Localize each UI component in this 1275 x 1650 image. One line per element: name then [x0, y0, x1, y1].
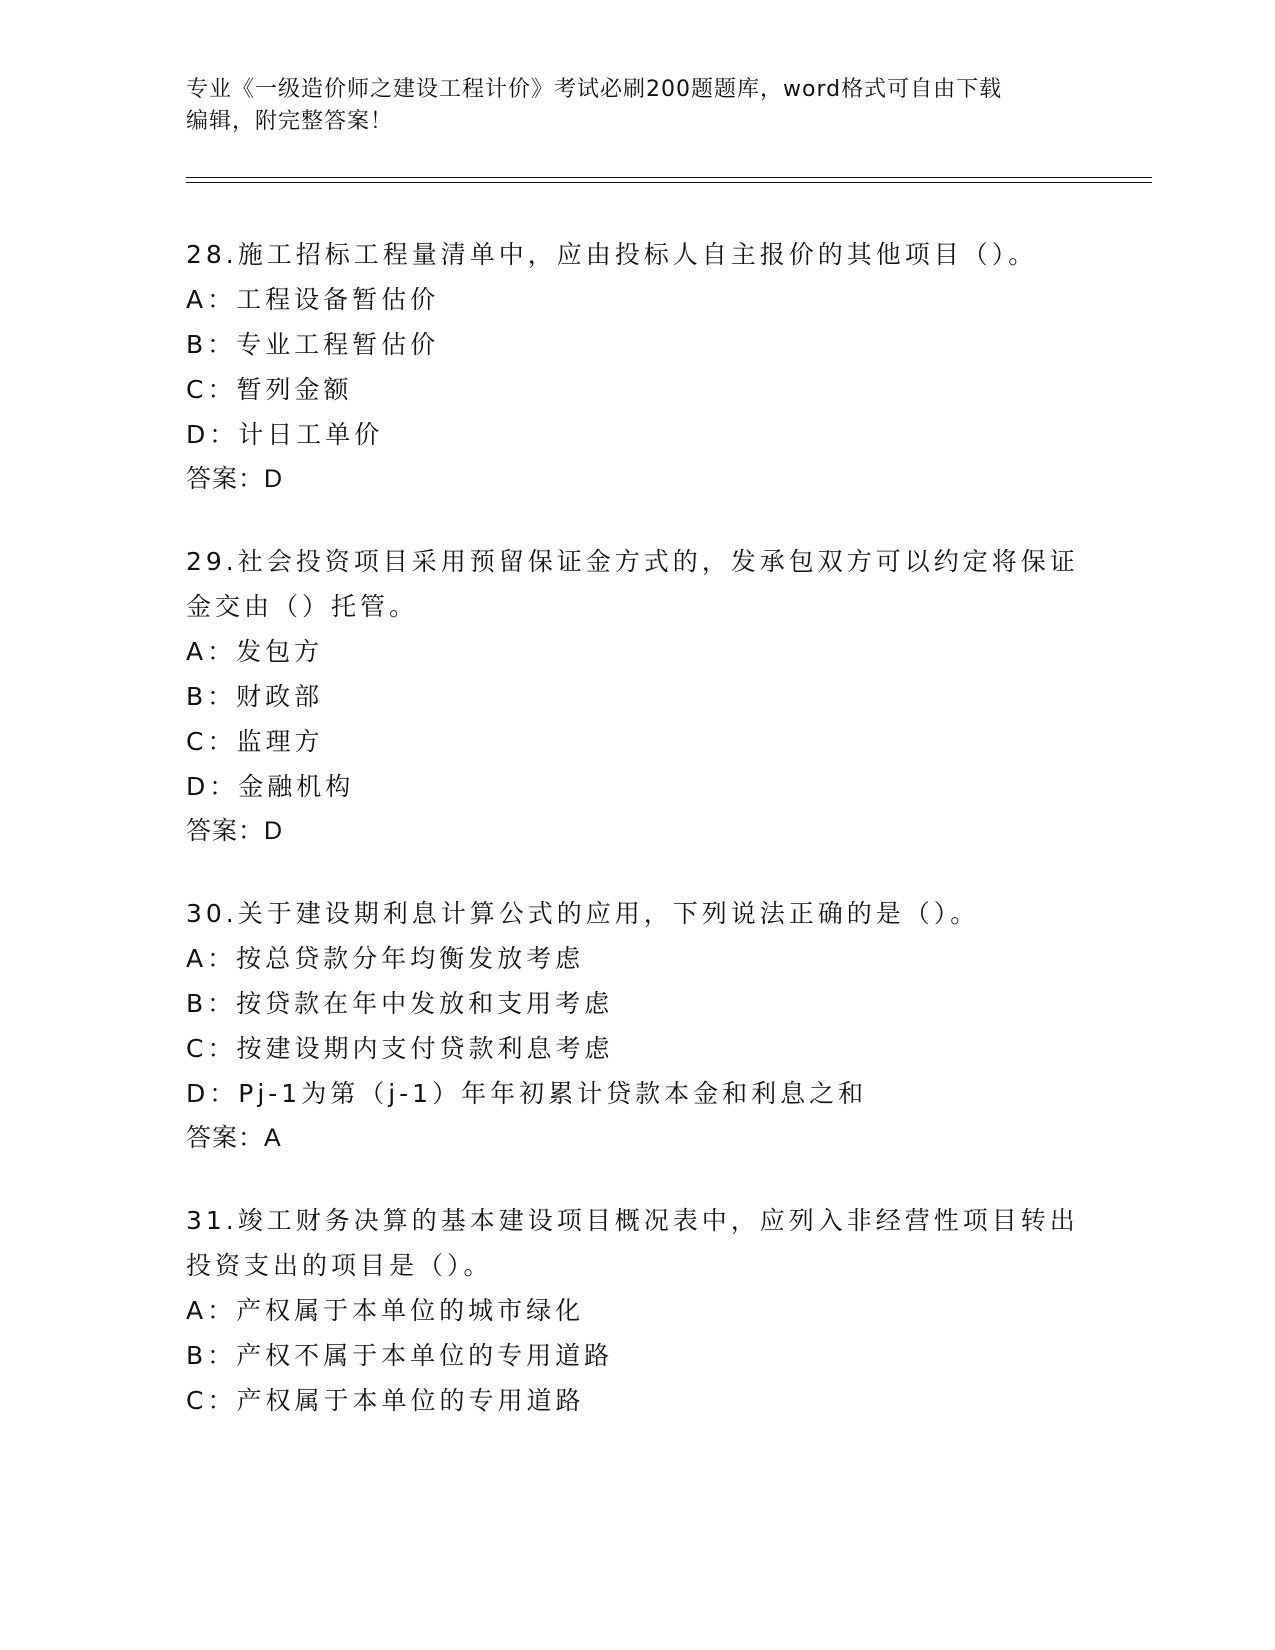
question-text: 30.关于建设期利息计算公式的应用，下列说法正确的是（）。 — [186, 899, 980, 928]
answer: 答案：A — [186, 1124, 282, 1152]
answer: 答案：D — [186, 465, 284, 493]
question-29 — [186, 539, 1086, 854]
question-text: 29.社会投资项目采用预留保证金方式的，发承包双方可以约定将保证金交由（）托管。 — [186, 547, 1079, 621]
option-c: C：产权属于本单位的专用道路 — [186, 1386, 585, 1415]
document-header — [186, 74, 1086, 138]
question-28 — [186, 232, 1086, 502]
option-b: B：财政部 — [186, 682, 324, 711]
option-d: D：Pj-1为第（j-1）年年初累计贷款本金和利息之和 — [186, 1079, 868, 1108]
option-a: A：按总贷款分年均衡发放考虑 — [186, 944, 585, 973]
question-31 — [186, 1198, 1086, 1423]
header-divider-top — [186, 177, 1152, 178]
option-c: C：暂列金额 — [186, 375, 353, 404]
question-text: 31.竣工财务决算的基本建设项目概况表中，应列入非经营性项目转出投资支出的项目是（）。 — [186, 1206, 1079, 1280]
option-a: A：发包方 — [186, 637, 324, 666]
option-c: C：按建设期内支付贷款利息考虑 — [186, 1034, 614, 1063]
option-d: D：计日工单价 — [186, 420, 384, 449]
answer: 答案：D — [186, 817, 284, 845]
header-divider-bottom — [186, 182, 1152, 183]
question-30 — [186, 891, 1086, 1161]
option-a: A：产权属于本单位的城市绿化 — [186, 1296, 585, 1325]
option-b: B：产权不属于本单位的专用道路 — [186, 1341, 614, 1370]
option-a: A：工程设备暂估价 — [186, 285, 440, 314]
option-b: B：按贷款在年中发放和支用考虑 — [186, 989, 614, 1018]
header-line-1: 专业《一级造价师之建设工程计价》考试必刷200题题库，word格式可自由下载 — [186, 77, 1003, 102]
question-list — [186, 232, 1086, 1460]
option-d: D：金融机构 — [186, 772, 355, 801]
option-b: B：专业工程暂估价 — [186, 330, 440, 359]
header-line-2: 编辑，附完整答案！ — [186, 109, 394, 134]
option-c: C：监理方 — [186, 727, 324, 756]
question-text: 28.施工招标工程量清单中，应由投标人自主报价的其他项目（）。 — [186, 240, 1038, 269]
